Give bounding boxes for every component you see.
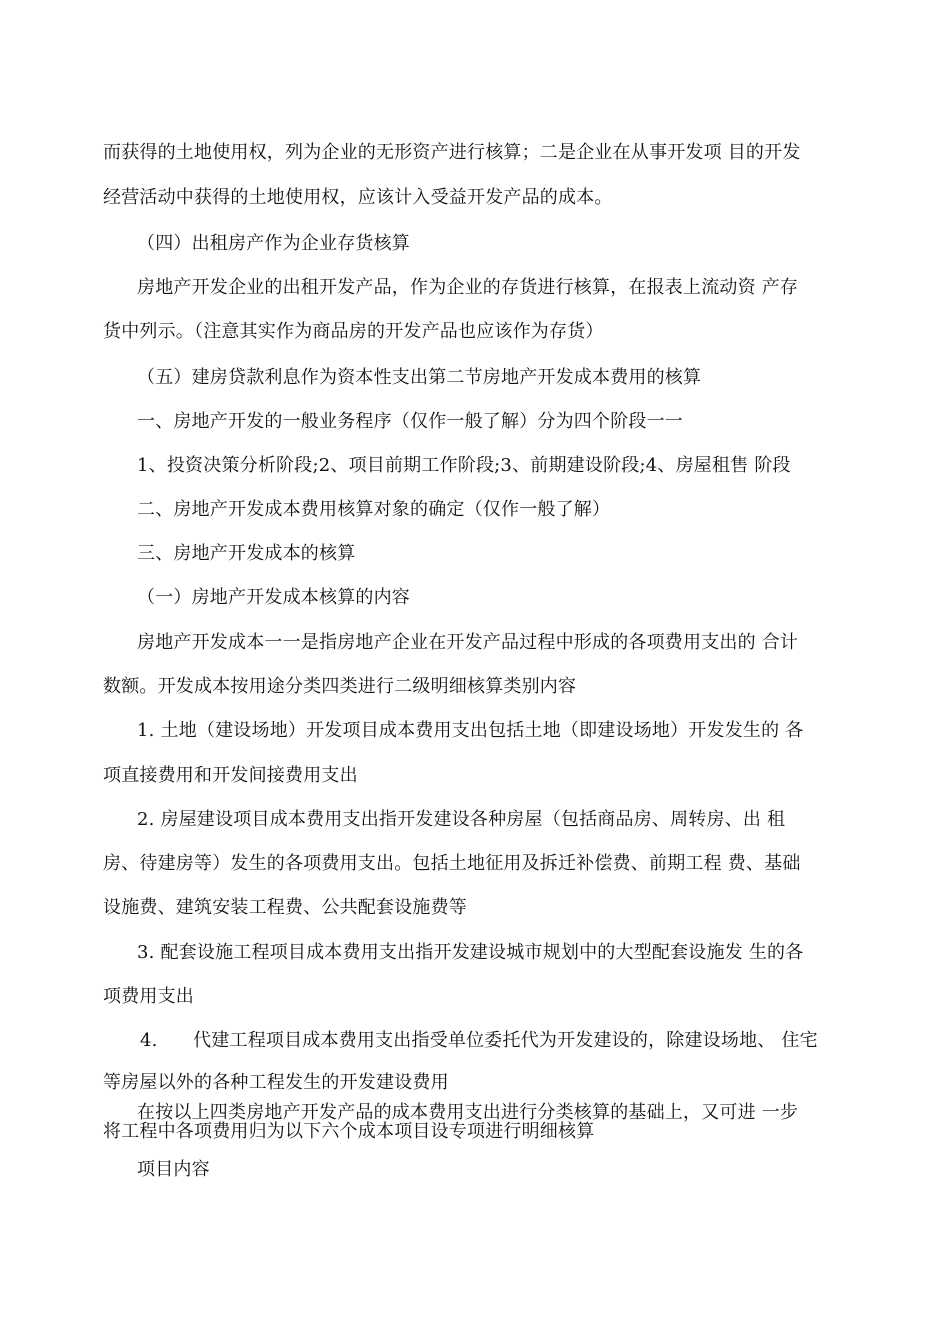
- paragraph-line: 而获得的土地使用权，列为企业的无形资产进行核算；二是企业在从事开发项 目的开发: [103, 142, 801, 163]
- paragraph-line: 房地产开发成本一一是指房地产企业在开发产品过程中形成的各项费用支出的 合计: [137, 632, 799, 653]
- section-heading: （四）出租房产作为企业存货核算: [137, 233, 410, 254]
- paragraph-line: 将工程中各项费用归为以下六个成本项目设专项进行明细核算: [103, 1121, 595, 1142]
- paragraph-line: 数额。开发成本按用途分类四类进行二级明细核算类别内容: [103, 676, 577, 697]
- section-heading: （五）建房贷款利息作为资本性支出第二节房地产开发成本费用的核算: [137, 367, 702, 388]
- list-item-line: 1. 土地（建设场地）开发项目成本费用支出包括土地（即建设场地）开发发生的 各: [137, 720, 804, 741]
- paragraph-line: 在按以上四类房地产开发产品的成本费用支出进行分类核算的基础上，又可进 一步: [137, 1102, 799, 1123]
- section-heading: 一、房地产开发的一般业务程序（仅作一般了解）分为四个阶段一一: [137, 411, 683, 432]
- section-heading: （一）房地产开发成本核算的内容: [137, 587, 410, 608]
- list-item-line: 2. 房屋建设项目成本费用支出指开发建设各种房屋（包括商品房、周转房、出 租: [137, 809, 786, 830]
- section-heading: 项目内容: [137, 1159, 210, 1180]
- list-item-line: 项费用支出: [103, 986, 194, 1007]
- list-item-line: 设施费、建筑安装工程费、公共配套设施费等: [103, 897, 467, 918]
- list-item-line: 项直接费用和开发间接费用支出: [103, 765, 358, 786]
- paragraph-line: 1、投资决策分析阶段;2、项目前期工作阶段;3、前期建设阶段;4、房屋租售 阶段: [137, 455, 791, 476]
- list-item-line: 等房屋以外的各种工程发生的开发建设费用: [103, 1072, 449, 1093]
- paragraph-line: 经营活动中获得的土地使用权，应该计入受益开发产品的成本。: [103, 187, 613, 208]
- section-heading: 三、房地产开发成本的核算: [137, 543, 356, 564]
- paragraph-line: 房地产开发企业的出租开发产品，作为企业的存货进行核算，在报表上流动资 产存: [137, 277, 799, 298]
- section-heading: 二、房地产开发成本费用核算对象的确定（仅作一般了解）: [137, 499, 611, 520]
- list-item-line: 3. 配套设施工程项目成本费用支出指开发建设城市规划中的大型配套设施发 生的各: [137, 942, 804, 963]
- list-item-line: 房、待建房等）发生的各项费用支出。包括土地征用及拆迁补偿费、前期工程 费、基础: [103, 853, 801, 874]
- list-item-line: 4. 代建工程项目成本费用支出指受单位委托代为开发建设的，除建设场地、 住宅: [140, 1030, 818, 1051]
- paragraph-line: 货中列示。（注意其实作为商品房的开发产品也应该作为存货）: [103, 321, 604, 342]
